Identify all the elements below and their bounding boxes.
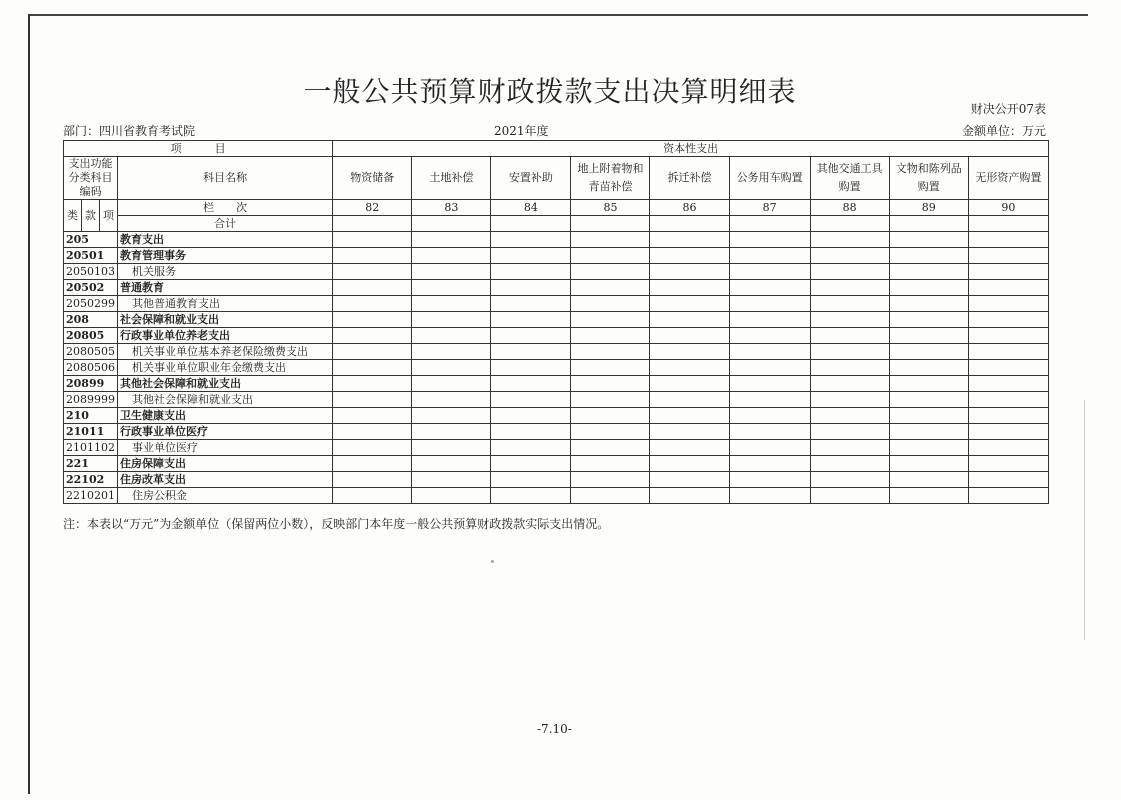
amount-cell: [889, 424, 968, 440]
amount-cell: [412, 408, 491, 424]
amount-cell: [333, 248, 412, 264]
fiscal-year: 2021年度: [494, 124, 549, 138]
total-cell: [968, 216, 1048, 232]
amount-cell: [810, 248, 889, 264]
amount-cell: [412, 392, 491, 408]
total-cell: [412, 216, 491, 232]
amount-cell: [810, 264, 889, 280]
amount-cell: [889, 392, 968, 408]
amount-cell: [412, 456, 491, 472]
amount-cell: [333, 312, 412, 328]
amount-cell: [810, 392, 889, 408]
amount-cell: [729, 440, 810, 456]
amount-cell: [491, 232, 571, 248]
column-number: 85: [571, 200, 650, 216]
scan-speck: [491, 560, 494, 563]
column-number: 90: [968, 200, 1048, 216]
subject-code: 2210201: [64, 488, 118, 504]
subject-code: 210: [64, 408, 118, 424]
amount-cell: [333, 344, 412, 360]
amount-cell: [968, 360, 1048, 376]
amount-cell: [968, 248, 1048, 264]
subject-name: 事业单位医疗: [118, 440, 333, 456]
table-row: [64, 360, 1049, 376]
amount-cell: [333, 328, 412, 344]
amount-cell: [889, 232, 968, 248]
amount-cell: [968, 488, 1048, 504]
amount-cell: [491, 488, 571, 504]
item-header: 项 目: [64, 141, 333, 157]
amount-cell: [650, 360, 729, 376]
amount-cell: [571, 280, 650, 296]
table-row: [64, 488, 1049, 504]
code-header: 支出功能分类科目编码: [64, 157, 118, 200]
amount-cell: [810, 312, 889, 328]
column-header: 其他交通工具购置: [810, 157, 889, 200]
column-header: 物资储备: [333, 157, 412, 200]
amount-cell: [571, 344, 650, 360]
amount-cell: [650, 408, 729, 424]
amount-cell: [333, 392, 412, 408]
amount-cell: [412, 488, 491, 504]
amount-cell: [412, 440, 491, 456]
amount-cell: [810, 408, 889, 424]
amount-cell: [333, 280, 412, 296]
scan-border-right: [1084, 400, 1085, 640]
amount-cell: [491, 360, 571, 376]
amount-cell: [889, 472, 968, 488]
subject-code: 2089999: [64, 392, 118, 408]
subject-code: 20899: [64, 376, 118, 392]
amount-cell: [729, 424, 810, 440]
amount-cell: [889, 440, 968, 456]
amount-cell: [491, 392, 571, 408]
amount-cell: [968, 392, 1048, 408]
subject-name: 行政事业单位医疗: [118, 424, 333, 440]
table-row: [64, 456, 1049, 472]
subject-name: 其他普通教育支出: [118, 296, 333, 312]
amount-cell: [810, 472, 889, 488]
subject-name: 住房公积金: [118, 488, 333, 504]
amount-cell: [333, 264, 412, 280]
amount-cell: [650, 344, 729, 360]
amount-cell: [729, 296, 810, 312]
column-number: 86: [650, 200, 729, 216]
amount-cell: [412, 296, 491, 312]
amount-cell: [571, 472, 650, 488]
amount-cell: [412, 280, 491, 296]
amount-cell: [729, 472, 810, 488]
capital-expenditure-header: 资本性支出: [333, 141, 1049, 157]
amount-cell: [889, 344, 968, 360]
column-number: 82: [333, 200, 412, 216]
total-cell: [889, 216, 968, 232]
amount-cell: [729, 248, 810, 264]
amount-cell: [889, 280, 968, 296]
subject-name: 机关服务: [118, 264, 333, 280]
amount-cell: [412, 360, 491, 376]
subject-name: 卫生健康支出: [118, 408, 333, 424]
amount-cell: [491, 264, 571, 280]
amount-cell: [889, 408, 968, 424]
amount-cell: [968, 440, 1048, 456]
table-row: [64, 328, 1049, 344]
amount-cell: [571, 424, 650, 440]
subject-code: 221: [64, 456, 118, 472]
subject-name: 行政事业单位养老支出: [118, 328, 333, 344]
amount-cell: [810, 296, 889, 312]
subject-code: 20805: [64, 328, 118, 344]
amount-unit: 金额单位：万元: [961, 124, 1046, 138]
amount-cell: [968, 472, 1048, 488]
amount-cell: [968, 456, 1048, 472]
amount-cell: [491, 328, 571, 344]
amount-cell: [650, 392, 729, 408]
xiang-header: 项: [100, 200, 118, 232]
table-row: [64, 408, 1049, 424]
table-row: [64, 424, 1049, 440]
amount-cell: [333, 456, 412, 472]
amount-cell: [968, 312, 1048, 328]
amount-cell: [491, 456, 571, 472]
subject-code: 2101102: [64, 440, 118, 456]
amount-cell: [810, 280, 889, 296]
amount-cell: [412, 328, 491, 344]
amount-cell: [333, 376, 412, 392]
amount-cell: [491, 344, 571, 360]
amount-cell: [571, 360, 650, 376]
amount-cell: [650, 296, 729, 312]
amount-cell: [968, 280, 1048, 296]
amount-cell: [968, 264, 1048, 280]
page-title: 一般公共预算财政拨款支出决算明细表: [303, 75, 797, 108]
department-label: 部门：四川省教育考试院: [63, 124, 196, 138]
amount-cell: [889, 376, 968, 392]
amount-cell: [491, 424, 571, 440]
amount-cell: [650, 280, 729, 296]
amount-cell: [968, 296, 1048, 312]
expenditure-table: [63, 140, 1049, 504]
amount-cell: [412, 424, 491, 440]
lei-header: 类: [64, 200, 82, 232]
column-header: 土地补偿: [412, 157, 491, 200]
amount-cell: [650, 264, 729, 280]
table-row: [64, 296, 1049, 312]
subject-name: 住房保障支出: [118, 456, 333, 472]
subject-name: 社会保障和就业支出: [118, 312, 333, 328]
amount-cell: [571, 248, 650, 264]
amount-cell: [729, 312, 810, 328]
amount-cell: [889, 264, 968, 280]
subject-code: 2050103: [64, 264, 118, 280]
amount-cell: [412, 376, 491, 392]
subject-code: 21011: [64, 424, 118, 440]
total-label: 合计: [118, 216, 333, 232]
subject-name: 机关事业单位基本养老保险缴费支出: [118, 344, 333, 360]
column-number-label: 栏 次: [118, 200, 333, 216]
subject-name: 教育管理事务: [118, 248, 333, 264]
column-number: 87: [729, 200, 810, 216]
amount-cell: [491, 376, 571, 392]
column-header: 安置补助: [491, 157, 571, 200]
amount-cell: [889, 456, 968, 472]
amount-cell: [729, 376, 810, 392]
table-row: [64, 376, 1049, 392]
amount-cell: [889, 312, 968, 328]
amount-cell: [729, 232, 810, 248]
amount-cell: [333, 408, 412, 424]
amount-cell: [889, 248, 968, 264]
table-row: [64, 280, 1049, 296]
table-row: [64, 264, 1049, 280]
column-header: 无形资产购置: [968, 157, 1048, 200]
subject-code: 20501: [64, 248, 118, 264]
amount-cell: [412, 312, 491, 328]
amount-cell: [810, 232, 889, 248]
amount-cell: [333, 296, 412, 312]
amount-cell: [650, 328, 729, 344]
table-row: [64, 344, 1049, 360]
amount-cell: [650, 312, 729, 328]
total-cell: [729, 216, 810, 232]
scan-border-top: [28, 14, 1088, 16]
amount-cell: [729, 488, 810, 504]
column-header: 公务用车购置: [729, 157, 810, 200]
amount-cell: [571, 408, 650, 424]
table-row: [64, 248, 1049, 264]
amount-cell: [571, 312, 650, 328]
amount-cell: [491, 248, 571, 264]
amount-cell: [650, 472, 729, 488]
table-row: [64, 312, 1049, 328]
column-number: 84: [491, 200, 571, 216]
amount-cell: [729, 264, 810, 280]
page-number: -7.10-: [537, 722, 572, 736]
table-row: [64, 472, 1049, 488]
amount-cell: [810, 424, 889, 440]
total-cell: [650, 216, 729, 232]
amount-cell: [491, 296, 571, 312]
amount-cell: [333, 472, 412, 488]
scan-border-left: [28, 14, 30, 794]
subject-code: 2050299: [64, 296, 118, 312]
amount-cell: [650, 248, 729, 264]
amount-cell: [571, 392, 650, 408]
kuan-header: 款: [82, 200, 100, 232]
amount-cell: [412, 248, 491, 264]
amount-cell: [810, 376, 889, 392]
amount-cell: [968, 328, 1048, 344]
amount-cell: [571, 488, 650, 504]
amount-cell: [412, 472, 491, 488]
amount-cell: [729, 344, 810, 360]
total-cell: [571, 216, 650, 232]
subject-code: 208: [64, 312, 118, 328]
column-header: 文物和陈列品购置: [889, 157, 968, 200]
column-number: 89: [889, 200, 968, 216]
column-number: 88: [810, 200, 889, 216]
amount-cell: [333, 232, 412, 248]
total-cell: [491, 216, 571, 232]
amount-cell: [491, 312, 571, 328]
amount-cell: [810, 344, 889, 360]
amount-cell: [968, 424, 1048, 440]
subject-code: 2080505: [64, 344, 118, 360]
subject-code: 2080506: [64, 360, 118, 376]
amount-cell: [571, 440, 650, 456]
amount-cell: [571, 232, 650, 248]
amount-cell: [650, 456, 729, 472]
amount-cell: [729, 360, 810, 376]
column-header: 地上附着物和青苗补偿: [571, 157, 650, 200]
amount-cell: [729, 328, 810, 344]
subject-name: 教育支出: [118, 232, 333, 248]
amount-cell: [729, 280, 810, 296]
subject-name: 机关事业单位职业年金缴费支出: [118, 360, 333, 376]
amount-cell: [650, 440, 729, 456]
subject-code: 205: [64, 232, 118, 248]
amount-cell: [810, 360, 889, 376]
amount-cell: [889, 488, 968, 504]
amount-cell: [889, 296, 968, 312]
amount-cell: [571, 328, 650, 344]
table-row: [64, 232, 1049, 248]
amount-cell: [412, 232, 491, 248]
amount-cell: [412, 264, 491, 280]
amount-cell: [412, 344, 491, 360]
amount-cell: [810, 328, 889, 344]
amount-cell: [491, 440, 571, 456]
table-row: [64, 392, 1049, 408]
amount-cell: [571, 376, 650, 392]
table-note: 注：本表以“万元”为金额单位（保留两位小数），反映部门本年度一般公共预算财政拨款实际支出情况。: [63, 517, 610, 531]
amount-cell: [491, 280, 571, 296]
amount-cell: [491, 408, 571, 424]
amount-cell: [650, 376, 729, 392]
form-number: 财决公开07表: [970, 102, 1046, 116]
amount-cell: [571, 456, 650, 472]
amount-cell: [333, 488, 412, 504]
column-number: 83: [412, 200, 491, 216]
amount-cell: [650, 424, 729, 440]
amount-cell: [968, 232, 1048, 248]
table-row: [64, 440, 1049, 456]
amount-cell: [968, 376, 1048, 392]
amount-cell: [729, 408, 810, 424]
amount-cell: [333, 424, 412, 440]
amount-cell: [968, 344, 1048, 360]
subject-name: 其他社会保障和就业支出: [118, 376, 333, 392]
subject-name-header: 科目名称: [118, 157, 333, 200]
amount-cell: [491, 472, 571, 488]
amount-cell: [650, 232, 729, 248]
amount-cell: [729, 456, 810, 472]
amount-cell: [333, 360, 412, 376]
amount-cell: [810, 456, 889, 472]
amount-cell: [571, 296, 650, 312]
amount-cell: [889, 360, 968, 376]
subject-name: 住房改革支出: [118, 472, 333, 488]
column-header: 拆迁补偿: [650, 157, 729, 200]
amount-cell: [810, 488, 889, 504]
subject-code: 22102: [64, 472, 118, 488]
amount-cell: [810, 440, 889, 456]
amount-cell: [968, 408, 1048, 424]
amount-cell: [571, 264, 650, 280]
total-cell: [810, 216, 889, 232]
total-cell: [333, 216, 412, 232]
subject-name: 普通教育: [118, 280, 333, 296]
amount-cell: [333, 440, 412, 456]
amount-cell: [650, 488, 729, 504]
subject-code: 20502: [64, 280, 118, 296]
amount-cell: [729, 392, 810, 408]
amount-cell: [889, 328, 968, 344]
subject-name: 其他社会保障和就业支出: [118, 392, 333, 408]
